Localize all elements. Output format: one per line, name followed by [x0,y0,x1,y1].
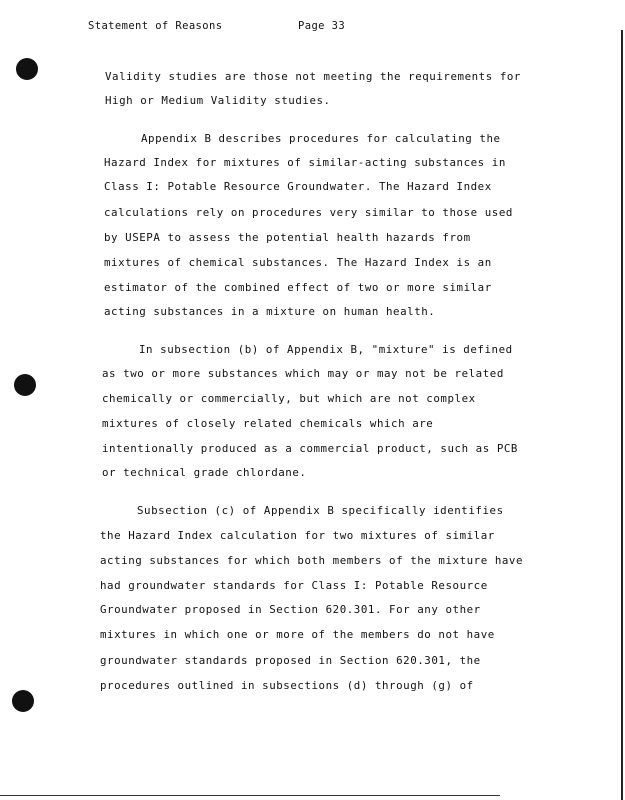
punch-hole-bottom [12,690,34,712]
text-line: In subsection (b) of Appendix B, "mixture" is defined [139,343,513,356]
text-line: Class I: Potable Resource Groundwater. The Hazard Index [104,180,492,193]
text-line: had groundwater standards for Class I: Potable Resource [100,579,488,592]
text-line: acting substances for which both members of the mixture have [100,554,524,567]
scan-edge-bottom [0,795,500,796]
text-line: estimator of the combined effect of two or more similar [104,281,492,294]
text-line: Validity studies are those not meeting the requirements for [105,70,521,83]
punch-hole-middle [14,374,36,396]
text-line: acting substances in a mixture on human health. [104,305,436,318]
page-number: Page 33 [298,20,346,32]
text-line: mixtures of closely related chemicals which are [102,417,434,430]
text-line: chemically or commercially, but which are not complex [102,392,476,405]
text-line: mixtures in which one or more of the members do not have [100,628,495,641]
document-title: Statement of Reasons [88,20,223,32]
punch-hole-top [16,58,38,80]
text-line: or technical grade chlordane. [102,466,307,479]
text-line: intentionally produced as a commercial product, such as PCB [102,442,518,455]
text-line: as two or more substances which may or may not be related [102,367,504,380]
text-line: Appendix B describes procedures for calculating the [141,132,501,145]
text-line: High or Medium Validity studies. [105,94,331,107]
text-line: Subsection (c) of Appendix B specifically identifies [137,504,504,517]
text-line: procedures outlined in subsections (d) through (g) of [100,679,474,692]
text-line: Hazard Index for mixtures of similar-acting substances in [104,156,506,169]
text-line: mixtures of chemical substances. The Hazard Index is an [104,256,492,269]
text-line: Groundwater proposed in Section 620.301. For any other [100,603,481,616]
text-line: by USEPA to assess the potential health hazards from [104,231,471,244]
text-line: groundwater standards proposed in Section 620.301, the [100,654,481,667]
text-line: the Hazard Index calculation for two mixtures of similar [100,529,495,542]
scan-edge-right [621,30,623,800]
text-line: calculations rely on procedures very similar to those used [104,206,513,219]
